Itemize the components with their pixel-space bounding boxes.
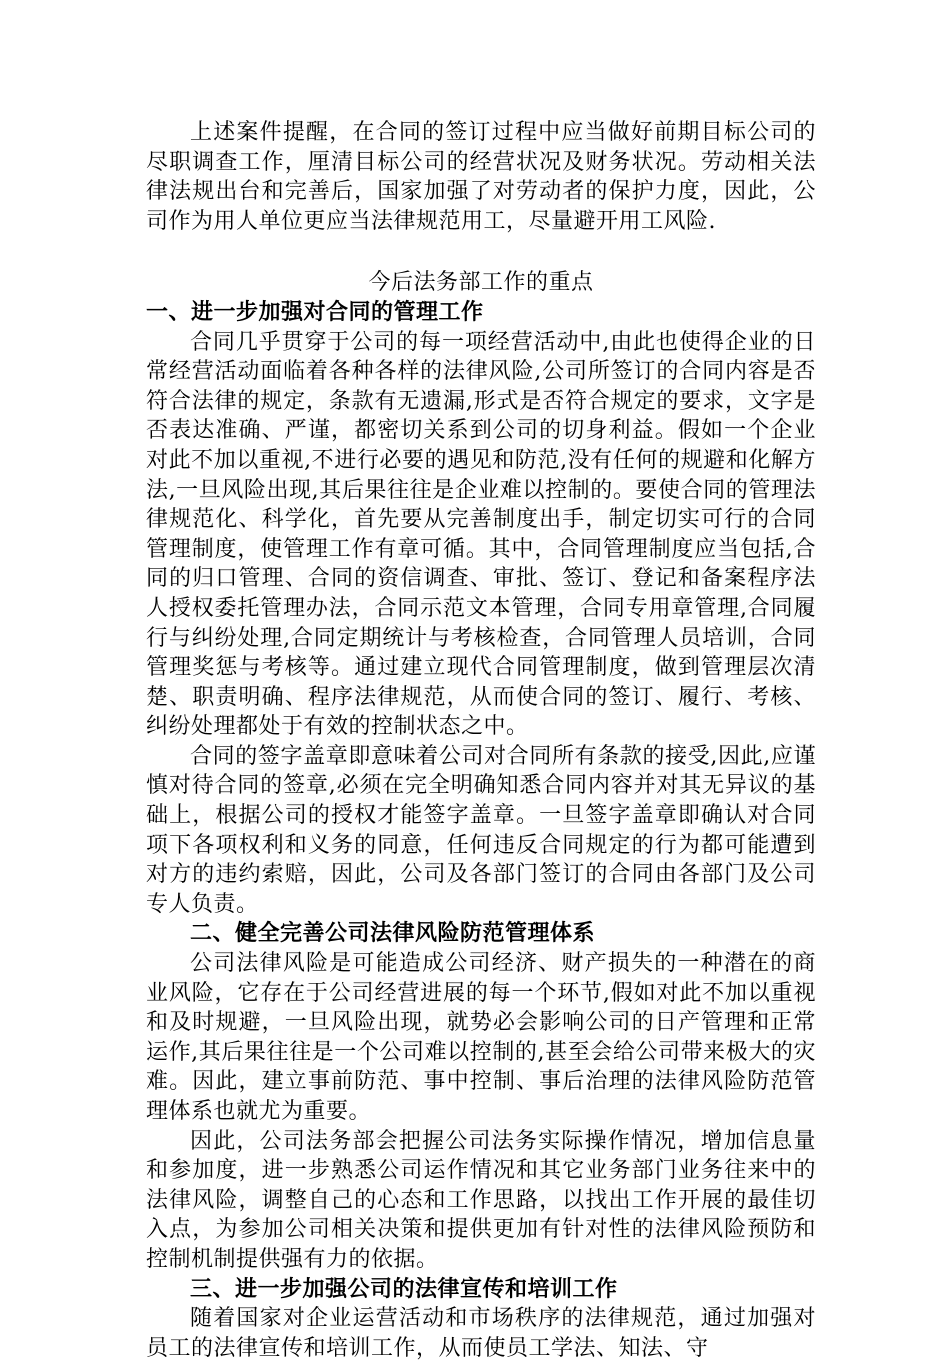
section-2-heading: 二、健全完善公司法律风险防范管理体系 — [190, 920, 596, 947]
section-2-paragraph-2: 因此，公司法务部会把握公司法务实际操作情况，增加信息量和参加度，进一步熟悉公司运作情况和其它业务部门业务往来中的法律风险，调整自己的心态和工作思路，以找出工作开展的最佳切入点，为参加公司相关决策和提供更加有针对性的法律风险预防和控制机制提供强有力的依据。 — [146, 1128, 816, 1272]
section-2-paragraph-1: 公司法律风险是可能造成公司经济、财产损失的一种潜在的商业风险，它存在于公司经营进展的每一个环节,假如对此不加以重视和及时规避，一旦风险出现，就势必会影响公司的日产管理和正常运作,其后果往往是一个公司难以控制的,甚至会给公司带来极大的灾难。因此，建立事前防范、事中控制、事后治理的法律风险防范管理体系也就尤为重要。 — [146, 951, 816, 1124]
section-1-paragraph-2: 合同的签字盖章即意味着公司对合同所有条款的接受,因此,应谨慎对待合同的签章,必须在完全明确知悉合同内容并对其无异议的基础上，根据公司的授权才能签字盖章。一旦签字盖章即确认对合同项下各项权利和义务的同意，任何违反合同规定的行为都可能遭到对方的违约索赔，因此，公司及各部门签订的合同由各部门及公司专人负责。 — [146, 743, 816, 917]
section-1-heading: 一、进一步加强对合同的管理工作 — [146, 298, 484, 325]
document-body — [146, 118, 816, 1363]
section-3-paragraph-1: 随着国家对企业运营活动和市场秩序的法律规范，通过加强对员工的法律宣传和培训工作，从而使员工学法、知法、守 — [146, 1306, 816, 1361]
paragraph-gap — [146, 236, 816, 268]
intro-paragraph: 上述案件提醒，在合同的签订过程中应当做好前期目标公司的尽职调查工作，厘清目标公司的经营状况及财务状况。劳动相关法律法规出台和完善后，国家加强了对劳动者的保护力度，因此，公司作为用人单位更应当法律规范用工，尽量避开用工风险. — [146, 120, 816, 234]
section-3-heading: 三、进一步加强公司的法律宣传和培训工作 — [190, 1275, 618, 1302]
document-title: 今后法务部工作的重点 — [368, 270, 594, 296]
section-1-paragraph-1: 合同几乎贯穿于公司的每一项经营活动中,由此也使得企业的日常经营活动面临着各种各样的法律风险,公司所签订的合同内容是否符合法律的规定，条款有无遗漏,形式是否符合规定的要求，文字是否表达准确、严谨，都密切关系到公司的切身利益。假如一个企业对此不加以重视,不进行必要的遇见和防范,没有任何的规避和化解方法,一旦风险出现,其后果往往是企业难以控制的。要使合同的管理法律规范化、科学化，首先要从完善制度出手，制定切实可行的合同管理制度，使管理工作有章可循。其中，合同管理制度应当包括,合同的归口管理、合同的资信调查、审批、签订、登记和备案程序法人授权委托管理办法，合同示范文本管理，合同专用章管理,合同履行与纠纷处理,合同定期统计与考核检查，合同管理人员培训，合同管理奖惩与考核等。通过建立现代合同管理制度，做到管理层次清楚、职责明确、程序法律规范，从而使合同的签订、履行、考核、纠纷处理都处于有效的控制状态之中。 — [146, 329, 816, 740]
